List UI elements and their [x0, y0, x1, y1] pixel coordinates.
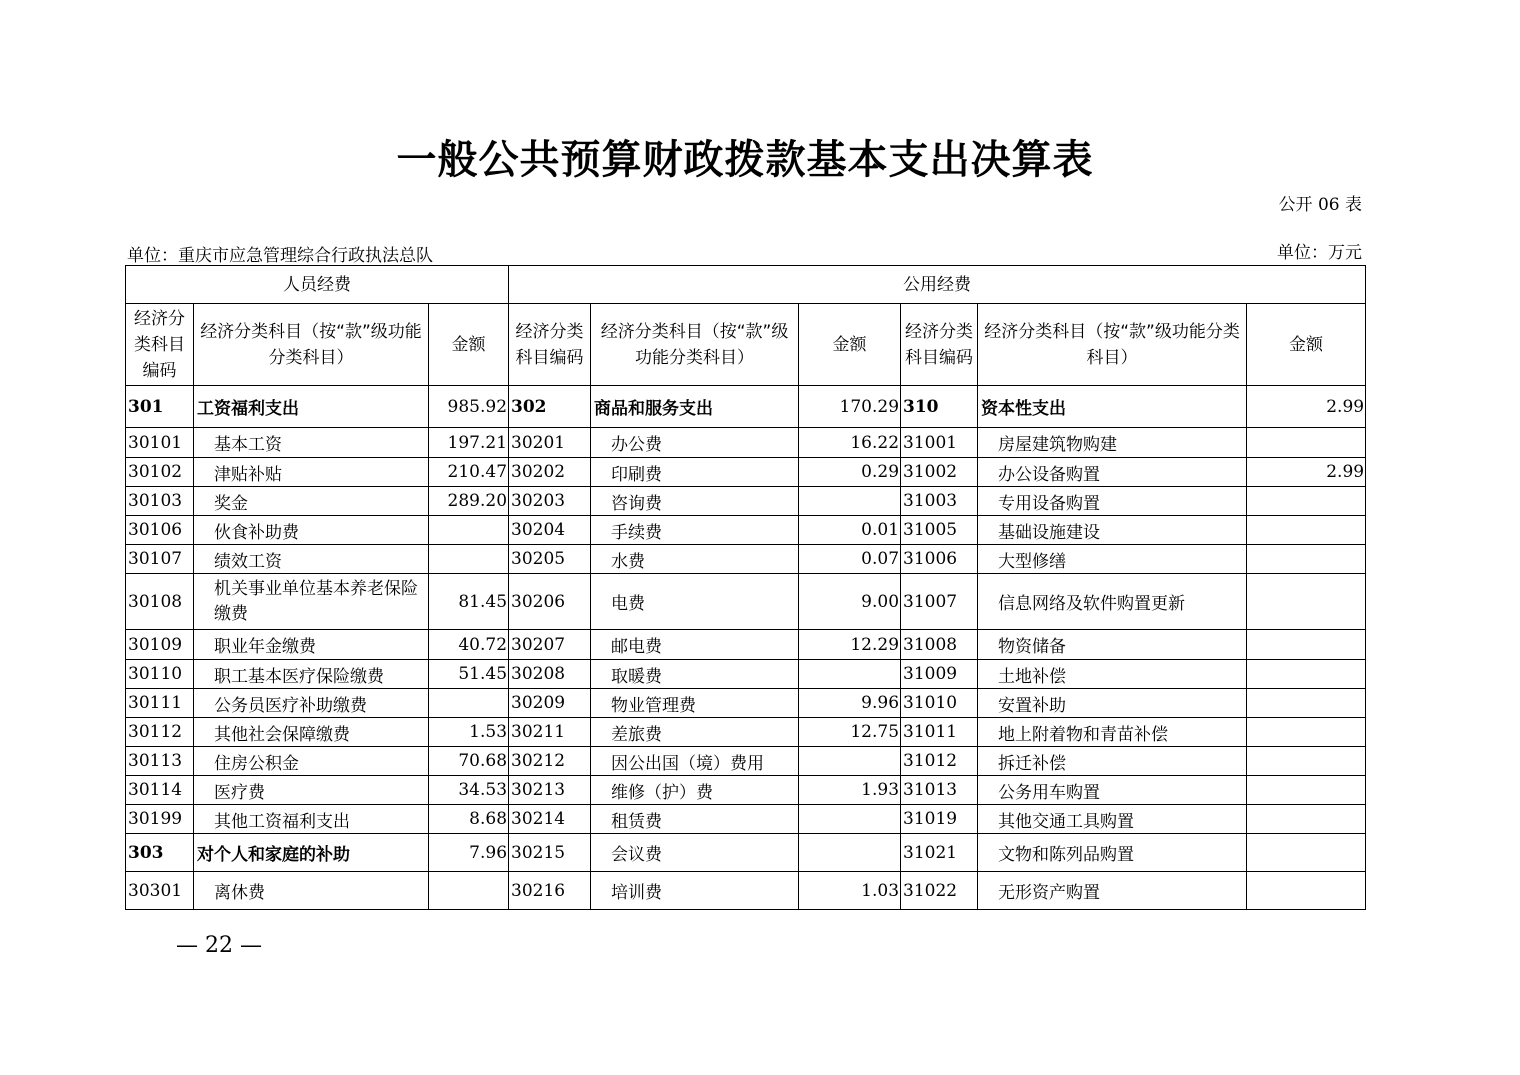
cell-code: 31001 — [901, 428, 978, 458]
col-header-name: 经济分类科目（按“款”级功能分类科目） — [978, 304, 1247, 386]
cell-name: 印刷费 — [591, 458, 799, 487]
cell-code: 30212 — [509, 747, 591, 776]
cell-amount: 985.92 — [429, 386, 509, 428]
cell-name: 其他社会保障缴费 — [194, 718, 429, 747]
table-row — [126, 805, 1366, 834]
cell-name: 咨询费 — [591, 487, 799, 516]
cell-code: 31019 — [901, 805, 978, 834]
cell-name: 机关事业单位基本养老保险缴费 — [194, 574, 429, 630]
cell-amount: 51.45 — [429, 660, 509, 689]
cell-amount — [1247, 834, 1366, 872]
cell-code: 30101 — [126, 428, 194, 458]
cell-amount: 0.29 — [799, 458, 901, 487]
cell-amount: 1.93 — [799, 776, 901, 805]
cell-name: 资本性支出 — [978, 386, 1247, 428]
cell-code: 31003 — [901, 487, 978, 516]
cell-amount — [1247, 776, 1366, 805]
cell-code: 30211 — [509, 718, 591, 747]
cell-code: 31006 — [901, 545, 978, 574]
table-row — [126, 747, 1366, 776]
cell-name: 办公费 — [591, 428, 799, 458]
cell-amount — [1247, 660, 1366, 689]
cell-code: 31008 — [901, 630, 978, 660]
cell-amount — [799, 834, 901, 872]
cell-code: 30207 — [509, 630, 591, 660]
cell-code: 301 — [126, 386, 194, 428]
cell-name: 奖金 — [194, 487, 429, 516]
cell-name: 安置补助 — [978, 689, 1247, 718]
cell-name: 住房公积金 — [194, 747, 429, 776]
cell-code: 30106 — [126, 516, 194, 545]
col-header-name: 经济分类科目（按“款”级功能分类科目） — [194, 304, 429, 386]
cell-code: 30204 — [509, 516, 591, 545]
cell-amount: 34.53 — [429, 776, 509, 805]
cell-name: 伙食补助费 — [194, 516, 429, 545]
cell-name: 手续费 — [591, 516, 799, 545]
cell-name: 水费 — [591, 545, 799, 574]
cell-code: 31013 — [901, 776, 978, 805]
cell-name: 拆迁补偿 — [978, 747, 1247, 776]
cell-amount: 0.01 — [799, 516, 901, 545]
expenditure-table — [125, 265, 1366, 910]
cell-name: 维修（护）费 — [591, 776, 799, 805]
cell-code: 303 — [126, 834, 194, 872]
cell-amount: 289.20 — [429, 487, 509, 516]
cell-amount — [1247, 516, 1366, 545]
cell-code: 31005 — [901, 516, 978, 545]
table-row — [126, 872, 1366, 910]
cell-amount: 2.99 — [1247, 386, 1366, 428]
col-header-amount: 金额 — [429, 304, 509, 386]
cell-name: 其他工资福利支出 — [194, 805, 429, 834]
table-row — [126, 545, 1366, 574]
unit-organization: 单位：重庆市应急管理综合行政执法总队 — [127, 246, 433, 266]
cell-amount: 1.53 — [429, 718, 509, 747]
cell-code: 30206 — [509, 574, 591, 630]
cell-name: 差旅费 — [591, 718, 799, 747]
cell-amount — [799, 487, 901, 516]
cell-amount: 16.22 — [799, 428, 901, 458]
cell-amount — [1247, 574, 1366, 630]
cell-amount: 12.75 — [799, 718, 901, 747]
cell-code: 30114 — [126, 776, 194, 805]
cell-code: 30202 — [509, 458, 591, 487]
cell-name: 物业管理费 — [591, 689, 799, 718]
cell-code: 302 — [509, 386, 591, 428]
cell-name: 物资储备 — [978, 630, 1247, 660]
col-header-code: 经济分类科目编码 — [126, 304, 194, 386]
cell-name: 土地补偿 — [978, 660, 1247, 689]
cell-name: 邮电费 — [591, 630, 799, 660]
cell-amount — [1247, 487, 1366, 516]
cell-amount — [799, 660, 901, 689]
cell-code: 30110 — [126, 660, 194, 689]
cell-code: 30108 — [126, 574, 194, 630]
cell-code: 310 — [901, 386, 978, 428]
cell-amount — [429, 516, 509, 545]
table-row — [126, 487, 1366, 516]
cell-name: 公务员医疗补助缴费 — [194, 689, 429, 718]
cell-name: 基本工资 — [194, 428, 429, 458]
page-title: 一般公共预算财政拨款基本支出决算表 — [396, 136, 1094, 183]
cell-amount: 9.96 — [799, 689, 901, 718]
cell-code: 30216 — [509, 872, 591, 910]
table-row — [126, 660, 1366, 689]
cell-name: 职工基本医疗保险缴费 — [194, 660, 429, 689]
cell-name: 会议费 — [591, 834, 799, 872]
table-row — [126, 630, 1366, 660]
table-row — [126, 834, 1366, 872]
table-row — [126, 718, 1366, 747]
cell-name: 大型修缮 — [978, 545, 1247, 574]
cell-code: 30214 — [509, 805, 591, 834]
cell-amount: 197.21 — [429, 428, 509, 458]
cell-amount — [1247, 630, 1366, 660]
cell-name: 基础设施建设 — [978, 516, 1247, 545]
cell-amount — [1247, 545, 1366, 574]
cell-amount: 7.96 — [429, 834, 509, 872]
cell-amount: 2.99 — [1247, 458, 1366, 487]
cell-code: 30209 — [509, 689, 591, 718]
cell-name: 专用设备购置 — [978, 487, 1247, 516]
cell-name: 租赁费 — [591, 805, 799, 834]
cell-name: 公务用车购置 — [978, 776, 1247, 805]
group-header-personnel: 人员经费 — [126, 266, 509, 304]
table-row — [126, 458, 1366, 487]
cell-name: 培训费 — [591, 872, 799, 910]
cell-code: 30111 — [126, 689, 194, 718]
col-header-amount: 金额 — [1247, 304, 1366, 386]
cell-code: 31002 — [901, 458, 978, 487]
cell-name: 因公出国（境）费用 — [591, 747, 799, 776]
cell-code: 31007 — [901, 574, 978, 630]
table-row — [126, 574, 1366, 630]
cell-amount: 81.45 — [429, 574, 509, 630]
col-header-name: 经济分类科目（按“款”级功能分类科目） — [591, 304, 799, 386]
cell-code: 30103 — [126, 487, 194, 516]
table-code-label: 公开 06 表 — [1278, 195, 1362, 215]
cell-code: 30113 — [126, 747, 194, 776]
cell-name: 信息网络及软件购置更新 — [978, 574, 1247, 630]
col-header-amount: 金额 — [799, 304, 901, 386]
cell-amount: 9.00 — [799, 574, 901, 630]
cell-amount — [429, 545, 509, 574]
cell-code: 31010 — [901, 689, 978, 718]
cell-name: 办公设备购置 — [978, 458, 1247, 487]
cell-code: 31009 — [901, 660, 978, 689]
table-row — [126, 689, 1366, 718]
table-row — [126, 386, 1366, 428]
cell-amount: 70.68 — [429, 747, 509, 776]
table-row — [126, 516, 1366, 545]
cell-name: 房屋建筑物购建 — [978, 428, 1247, 458]
cell-amount — [1247, 747, 1366, 776]
page-number: — 22 — — [176, 933, 262, 958]
cell-code: 30199 — [126, 805, 194, 834]
cell-amount: 12.29 — [799, 630, 901, 660]
cell-code: 30102 — [126, 458, 194, 487]
cell-code: 31012 — [901, 747, 978, 776]
cell-amount: 1.03 — [799, 872, 901, 910]
cell-code: 30107 — [126, 545, 194, 574]
cell-name: 取暖费 — [591, 660, 799, 689]
cell-code: 30208 — [509, 660, 591, 689]
table-row — [126, 428, 1366, 458]
cell-code: 31011 — [901, 718, 978, 747]
cell-amount: 210.47 — [429, 458, 509, 487]
cell-name: 医疗费 — [194, 776, 429, 805]
cell-name: 职业年金缴费 — [194, 630, 429, 660]
cell-code: 30213 — [509, 776, 591, 805]
cell-name: 津贴补贴 — [194, 458, 429, 487]
cell-name: 无形资产购置 — [978, 872, 1247, 910]
cell-name: 文物和陈列品购置 — [978, 834, 1247, 872]
cell-name: 其他交通工具购置 — [978, 805, 1247, 834]
cell-code: 31021 — [901, 834, 978, 872]
cell-amount — [1247, 689, 1366, 718]
cell-code: 30203 — [509, 487, 591, 516]
cell-name: 地上附着物和青苗补偿 — [978, 718, 1247, 747]
cell-name: 工资福利支出 — [194, 386, 429, 428]
cell-amount — [429, 689, 509, 718]
cell-amount: 40.72 — [429, 630, 509, 660]
cell-code: 30112 — [126, 718, 194, 747]
cell-name: 离休费 — [194, 872, 429, 910]
cell-name: 绩效工资 — [194, 545, 429, 574]
cell-name: 对个人和家庭的补助 — [194, 834, 429, 872]
cell-name: 电费 — [591, 574, 799, 630]
cell-amount: 170.29 — [799, 386, 901, 428]
cell-code: 30109 — [126, 630, 194, 660]
col-header-code: 经济分类科目编码 — [509, 304, 591, 386]
cell-code: 30215 — [509, 834, 591, 872]
table-row — [126, 776, 1366, 805]
cell-code: 30205 — [509, 545, 591, 574]
cell-code: 31022 — [901, 872, 978, 910]
cell-amount: 0.07 — [799, 545, 901, 574]
unit-currency: 单位：万元 — [1277, 243, 1362, 263]
cell-amount — [429, 872, 509, 910]
cell-name: 商品和服务支出 — [591, 386, 799, 428]
cell-amount — [799, 805, 901, 834]
cell-code: 30201 — [509, 428, 591, 458]
cell-amount — [1247, 718, 1366, 747]
cell-code: 30301 — [126, 872, 194, 910]
cell-amount — [1247, 428, 1366, 458]
group-header-public: 公用经费 — [509, 266, 1366, 304]
cell-amount — [1247, 872, 1366, 910]
cell-amount — [1247, 805, 1366, 834]
cell-amount — [799, 747, 901, 776]
cell-amount: 8.68 — [429, 805, 509, 834]
col-header-code: 经济分类科目编码 — [901, 304, 978, 386]
